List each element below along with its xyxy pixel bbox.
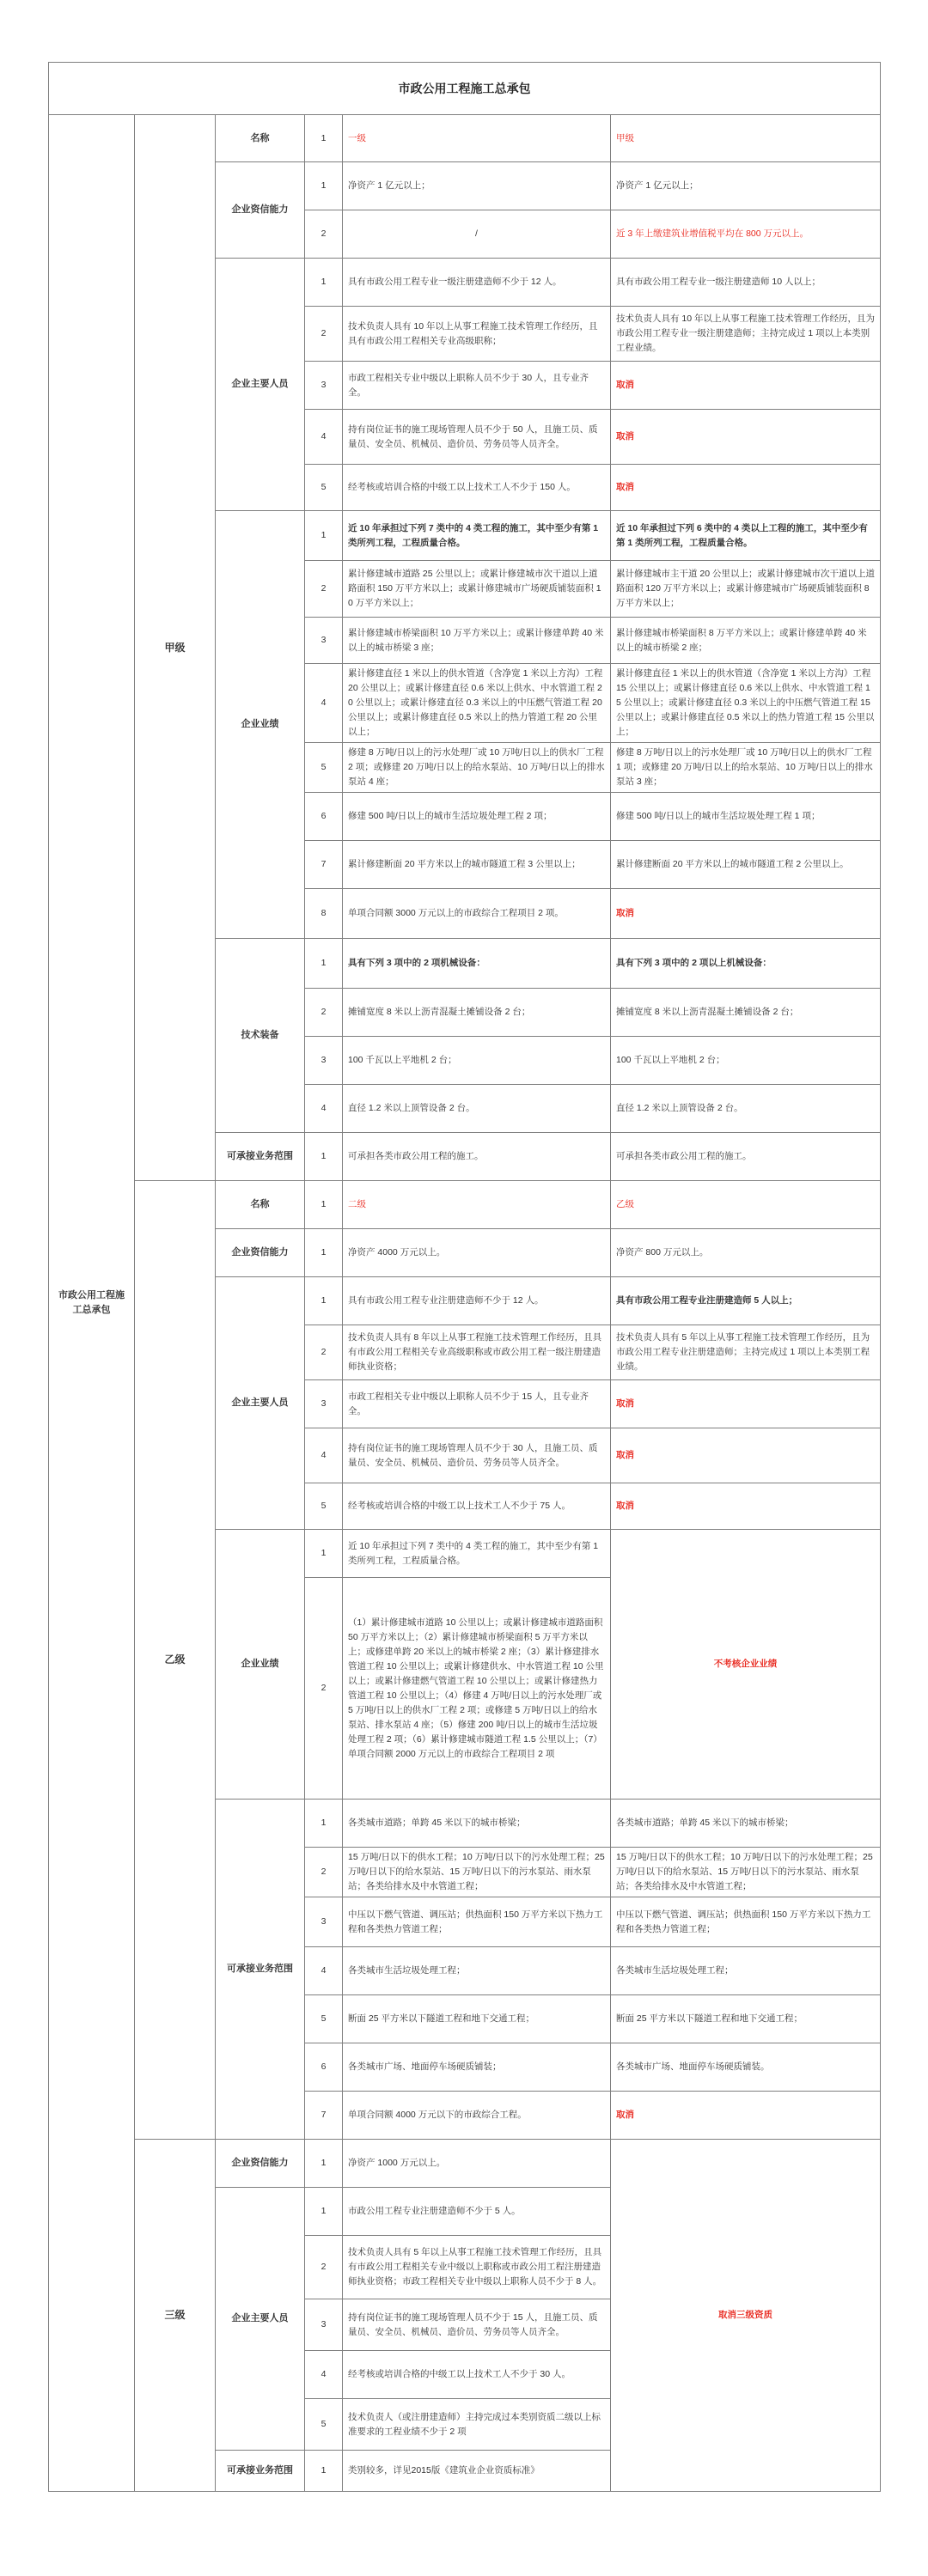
table-row: [49, 1181, 881, 1229]
section-name-cell: 企业业绩: [216, 511, 305, 939]
old-standard-cell: 市政工程相关专业中级以上职称人员不少于 15 人，且专业齐全。: [343, 1380, 611, 1428]
new-standard-cell: 取消: [611, 1483, 881, 1530]
title-row: [49, 63, 881, 115]
old-standard-cell: 净资产 1000 万元以上。: [343, 2140, 611, 2188]
section-name-cell: 企业资信能力: [216, 162, 305, 259]
row-number-cell: 2: [305, 2236, 343, 2299]
row-number-cell: 3: [305, 362, 343, 410]
old-standard-cell: 具有市政公用工程专业注册建造师不少于 12 人。: [343, 1277, 611, 1325]
old-standard-cell: 市政公用工程专业注册建造师不少于 5 人。: [343, 2188, 611, 2236]
section-name-cell: 企业主要人员: [216, 2188, 305, 2451]
new-standard-cell: 取消: [611, 2092, 881, 2140]
new-standard-cell: 摊铺宽度 8 米以上沥青混凝土摊铺设备 2 台；: [611, 989, 881, 1037]
old-standard-cell: 直径 1.2 米以上顶管设备 2 台。: [343, 1085, 611, 1133]
section-name-cell: 企业资信能力: [216, 1229, 305, 1277]
grade-level-cell: 甲级: [135, 115, 216, 1181]
row-number-cell: 4: [305, 1947, 343, 1995]
row-number-cell: 5: [305, 1995, 343, 2043]
old-standard-cell: 15 万吨/日以下的供水工程；10 万吨/日以下的污水处理工程；25 万吨/日以下的给水泵站、15 万吨/日以下的污水泵站、雨水泵站；各类给排水及中水管道工程；: [343, 1848, 611, 1897]
row-number-cell: 1: [305, 2451, 343, 2492]
grade-level-cell: 乙级: [135, 1181, 216, 2140]
row-number-cell: 1: [305, 511, 343, 561]
new-standard-cell: 断面 25 平方米以下隧道工程和地下交通工程；: [611, 1995, 881, 2043]
old-standard-cell: （1）累计修建城市道路 10 公里以上；或累计修建城市道路面积 50 万平方米以上；（2）累计修建城市桥梁面积 5 万平方米以上；或修建单跨 20 米以上的城市桥梁 2 座；（3）累计修建排水管道工程 10 公里以上；或累计修建供水、中水管道工程 10 公里以上；或累计修建燃气管道工程 10 公里以上；或累计修建热力管道工程 10 公里以上；（4）修建 4 万吨/日以上的污水处理厂或 5 万吨/日以上的供水厂工程 2 项；或修建 5 万吨/日以上的给水泵站、排水泵站 4 座；（5）修建 200 吨/日以上的城市生活垃圾处理工程 2 项；（6）累计修建城市隧道工程 1.5 公里以上；（7）单项合同额 2000 万元以上的市政综合工程项目 2 项: [343, 1578, 611, 1800]
new-standard-cell: 直径 1.2 米以上顶管设备 2 台。: [611, 1085, 881, 1133]
old-standard-cell: 净资产 1 亿元以上；: [343, 162, 611, 210]
section-name-cell: 企业主要人员: [216, 1277, 305, 1530]
old-standard-cell: 累计修建直径 1 米以上的供水管道（含净宽 1 米以上方沟）工程 20 公里以上；或累计修建直径 0.6 米以上供水、中水管道工程 20 公里以上；或累计修建直径 0.3 米以上的中压燃气管道工程 20 公里以上；或累计修建直径 0.5 米以上的热力管道工程 20 公里以上；: [343, 664, 611, 743]
new-standard-cell: 各类城市生活垃圾处理工程；: [611, 1947, 881, 1995]
table-title: 市政公用工程施工总承包: [49, 63, 881, 115]
new-standard-merged-cell: 取消三级资质: [611, 2140, 881, 2492]
old-standard-cell: 100 千瓦以上平地机 2 台；: [343, 1037, 611, 1085]
new-standard-cell: 累计修建直径 1 米以上的供水管道（含净宽 1 米以上方沟）工程 15 公里以上；或累计修建直径 0.6 米以上供水、中水管道工程 15 公里以上；或累计修建直径 0.3 米以上的中压燃气管道工程 15 公里以上；或累计修建直径 0.5 米以上的热力管道工程 15 公里以上；: [611, 664, 881, 743]
new-standard-cell: 15 万吨/日以下的供水工程；10 万吨/日以下的污水处理工程；25 万吨/日以下的给水泵站、15 万吨/日以下的污水泵站、雨水泵站；各类给排水及中水管道工程；: [611, 1848, 881, 1897]
row-number-cell: 4: [305, 2351, 343, 2399]
new-standard-cell: 甲级: [611, 115, 881, 162]
new-standard-cell: 具有市政公用工程专业注册建造师 5 人以上；: [611, 1277, 881, 1325]
new-standard-cell: 具有市政公用工程专业一级注册建造师 10 人以上；: [611, 259, 881, 307]
old-standard-cell: 净资产 4000 万元以上。: [343, 1229, 611, 1277]
old-standard-cell: 类别较多，详见2015版《建筑业企业资质标准》: [343, 2451, 611, 2492]
qualification-table: [48, 62, 881, 2492]
section-name-cell: 名称: [216, 115, 305, 162]
old-standard-cell: 持有岗位证书的施工现场管理人员不少于 30 人，且施工员、质量员、安全员、机械员、造价员、劳务员等人员齐全。: [343, 1428, 611, 1483]
row-number-cell: 4: [305, 1085, 343, 1133]
old-standard-cell: 近 10 年承担过下列 7 类中的 4 类工程的施工，其中至少有第 1 类所列工程，工程质量合格。: [343, 1530, 611, 1578]
new-standard-cell: 取消: [611, 889, 881, 939]
old-standard-cell: 市政工程相关专业中级以上职称人员不少于 30 人，且专业齐全。: [343, 362, 611, 410]
row-number-cell: 5: [305, 465, 343, 511]
row-number-cell: 2: [305, 210, 343, 259]
row-number-cell: 6: [305, 2043, 343, 2092]
old-standard-cell: 技术负责人具有 10 年以上从事工程施工技术管理工作经历，且具有市政公用工程相关专业高级职称；: [343, 307, 611, 362]
old-standard-cell: 持有岗位证书的施工现场管理人员不少于 50 人，且施工员、质量员、安全员、机械员、造价员、劳务员等人员齐全。: [343, 410, 611, 465]
new-standard-cell: 修建 500 吨/日以上的城市生活垃圾处理工程 1 项；: [611, 793, 881, 841]
row-number-cell: 4: [305, 664, 343, 743]
old-standard-cell: 单项合同额 3000 万元以上的市政综合工程项目 2 项。: [343, 889, 611, 939]
row-number-cell: 1: [305, 2140, 343, 2188]
new-standard-cell: 乙级: [611, 1181, 881, 1229]
new-standard-cell: 净资产 800 万元以上。: [611, 1229, 881, 1277]
row-number-cell: 1: [305, 1181, 343, 1229]
new-standard-cell: 近 10 年承担过下列 6 类中的 4 类以上工程的施工，其中至少有第 1 类所列工程，工程质量合格。: [611, 511, 881, 561]
new-standard-cell: 修建 8 万吨/日以上的污水处理厂或 10 万吨/日以上的供水厂工程 1 项；或修建 20 万吨/日以上的给水泵站、10 万吨/日以上的排水泵站 3 座；: [611, 743, 881, 793]
old-standard-cell: 修建 500 吨/日以上的城市生活垃圾处理工程 2 项；: [343, 793, 611, 841]
old-standard-cell: 二级: [343, 1181, 611, 1229]
row-number-cell: 2: [305, 307, 343, 362]
new-standard-cell: 各类城市道路；单跨 45 米以下的城市桥梁；: [611, 1800, 881, 1848]
new-standard-cell: 取消: [611, 410, 881, 465]
old-standard-cell: 单项合同额 4000 万元以下的市政综合工程。: [343, 2092, 611, 2140]
new-standard-cell: 取消: [611, 1428, 881, 1483]
grade-level-cell: 三级: [135, 2140, 216, 2492]
new-standard-cell: 技术负责人具有 10 年以上从事工程施工技术管理工作经历，且为市政公用工程专业一级注册建造师；主持完成过 1 项以上本类别工程业绩。: [611, 307, 881, 362]
new-standard-cell: 取消: [611, 362, 881, 410]
row-number-cell: 1: [305, 2188, 343, 2236]
row-number-cell: 3: [305, 1037, 343, 1085]
row-number-cell: 4: [305, 1428, 343, 1483]
new-standard-cell: 近 3 年上缴建筑业增值税平均在 800 万元以上。: [611, 210, 881, 259]
new-standard-cell: 取消: [611, 465, 881, 511]
new-standard-cell: 技术负责人具有 5 年以上从事工程施工技术管理工作经历，且为市政公用工程专业注册建造师；主持完成过 1 项以上本类别工程业绩。: [611, 1325, 881, 1380]
row-number-cell: 7: [305, 841, 343, 889]
row-number-cell: 2: [305, 1848, 343, 1897]
row-number-cell: 1: [305, 162, 343, 210]
section-name-cell: 企业业绩: [216, 1530, 305, 1800]
row-number-cell: 3: [305, 2299, 343, 2351]
old-standard-cell: 具有市政公用工程专业一级注册建造师不少于 12 人。: [343, 259, 611, 307]
row-number-cell: 7: [305, 2092, 343, 2140]
new-standard-cell: 累计修建断面 20 平方米以上的城市隧道工程 2 公里以上。: [611, 841, 881, 889]
old-standard-cell: 摊铺宽度 8 米以上沥青混凝土摊铺设备 2 台；: [343, 989, 611, 1037]
old-standard-cell: 各类城市道路；单跨 45 米以下的城市桥梁；: [343, 1800, 611, 1848]
row-number-cell: 1: [305, 1530, 343, 1578]
section-name-cell: 可承接业务范围: [216, 2451, 305, 2492]
new-standard-cell: 净资产 1 亿元以上；: [611, 162, 881, 210]
overall-category-cell: 市政公用工程施工总承包: [49, 115, 135, 2492]
new-standard-cell: 可承担各类市政公用工程的施工。: [611, 1133, 881, 1181]
row-number-cell: 3: [305, 618, 343, 664]
row-number-cell: 4: [305, 410, 343, 465]
table-row: [49, 2140, 881, 2188]
row-number-cell: 2: [305, 561, 343, 618]
row-number-cell: 8: [305, 889, 343, 939]
new-standard-cell: 100 千瓦以上平地机 2 台；: [611, 1037, 881, 1085]
old-standard-cell: 技术负责人具有 8 年以上从事工程施工技术管理工作经历，且具有市政公用工程相关专业高级职称或市政公用工程一级注册建造师执业资格；: [343, 1325, 611, 1380]
section-name-cell: 名称: [216, 1181, 305, 1229]
old-standard-cell: 修建 8 万吨/日以上的污水处理厂或 10 万吨/日以上的供水厂工程 2 项；或修建 20 万吨/日以上的给水泵站、10 万吨/日以上的排水泵站 4 座；: [343, 743, 611, 793]
new-standard-cell: 具有下列 3 项中的 2 项以上机械设备：: [611, 939, 881, 989]
old-standard-cell: 断面 25 平方米以下隧道工程和地下交通工程；: [343, 1995, 611, 2043]
section-name-cell: 可承接业务范围: [216, 1800, 305, 2140]
row-number-cell: 1: [305, 115, 343, 162]
row-number-cell: 6: [305, 793, 343, 841]
old-standard-cell: 一级: [343, 115, 611, 162]
old-standard-cell: 经考核或培训合格的中级工以上技术工人不少于 30 人。: [343, 2351, 611, 2399]
section-name-cell: 企业主要人员: [216, 259, 305, 511]
row-number-cell: 5: [305, 743, 343, 793]
old-standard-cell: 各类城市生活垃圾处理工程；: [343, 1947, 611, 1995]
new-standard-cell: 中压以下燃气管道、调压站；供热面积 150 万平方米以下热力工程和各类热力管道工程；: [611, 1897, 881, 1947]
old-standard-cell: 持有岗位证书的施工现场管理人员不少于 15 人，且施工员、质量员、安全员、机械员、造价员、劳务员等人员齐全。: [343, 2299, 611, 2351]
new-standard-cell: 各类城市广场、地面停车场硬质铺装。: [611, 2043, 881, 2092]
row-number-cell: 1: [305, 939, 343, 989]
old-standard-cell: 累计修建城市桥梁面积 10 万平方米以上；或累计修建单跨 40 米以上的城市桥梁 3 座；: [343, 618, 611, 664]
old-standard-cell: 累计修建断面 20 平方米以上的城市隧道工程 3 公里以上；: [343, 841, 611, 889]
row-number-cell: 2: [305, 1325, 343, 1380]
row-number-cell: 1: [305, 1277, 343, 1325]
row-number-cell: 5: [305, 2399, 343, 2451]
old-standard-cell: 累计修建城市道路 25 公里以上；或累计修建城市次干道以上道路面积 150 万平方米以上；或累计修建城市广场硬质铺装面积 10 万平方米以上；: [343, 561, 611, 618]
new-standard-cell: 累计修建城市主干道 20 公里以上；或累计修建城市次干道以上道路面积 120 万平方米以上；或累计修建城市广场硬质铺装面积 8 万平方米以上；: [611, 561, 881, 618]
new-standard-cell: 取消: [611, 1380, 881, 1428]
row-number-cell: 1: [305, 1800, 343, 1848]
table-row: [49, 115, 881, 162]
section-name-cell: 技术装备: [216, 939, 305, 1133]
old-standard-cell: 技术负责人（或注册建造师）主持完成过本类别资质二级以上标准要求的工程业绩不少于 2 项: [343, 2399, 611, 2451]
old-standard-cell: 具有下列 3 项中的 2 项机械设备：: [343, 939, 611, 989]
old-standard-cell: 经考核或培训合格的中级工以上技术工人不少于 75 人。: [343, 1483, 611, 1530]
row-number-cell: 3: [305, 1897, 343, 1947]
new-standard-merged-cell: 不考核企业业绩: [611, 1530, 881, 1800]
row-number-cell: 2: [305, 989, 343, 1037]
row-number-cell: 2: [305, 1578, 343, 1800]
old-standard-cell: 可承担各类市政公用工程的施工。: [343, 1133, 611, 1181]
section-name-cell: 企业资信能力: [216, 2140, 305, 2188]
row-number-cell: 5: [305, 1483, 343, 1530]
old-standard-cell: 近 10 年承担过下列 7 类中的 4 类工程的施工，其中至少有第 1 类所列工程，工程质量合格。: [343, 511, 611, 561]
old-standard-cell: 中压以下燃气管道、调压站；供热面积 150 万平方米以下热力工程和各类热力管道工程；: [343, 1897, 611, 1947]
old-standard-cell: 技术负责人具有 5 年以上从事工程施工技术管理工作经历，且具有市政公用工程相关专业中级以上职称或市政公用工程注册建造师执业资格；市政工程相关专业中级以上职称人员不少于 8 人。: [343, 2236, 611, 2299]
old-standard-cell: 经考核或培训合格的中级工以上技术工人不少于 150 人。: [343, 465, 611, 511]
row-number-cell: 1: [305, 1229, 343, 1277]
old-standard-cell: 各类城市广场、地面停车场硬质铺装；: [343, 2043, 611, 2092]
new-standard-cell: 累计修建城市桥梁面积 8 万平方米以上；或累计修建单跨 40 米以上的城市桥梁 2 座；: [611, 618, 881, 664]
old-standard-cell: /: [343, 210, 611, 259]
row-number-cell: 1: [305, 259, 343, 307]
row-number-cell: 1: [305, 1133, 343, 1181]
section-name-cell: 可承接业务范围: [216, 1133, 305, 1181]
row-number-cell: 3: [305, 1380, 343, 1428]
